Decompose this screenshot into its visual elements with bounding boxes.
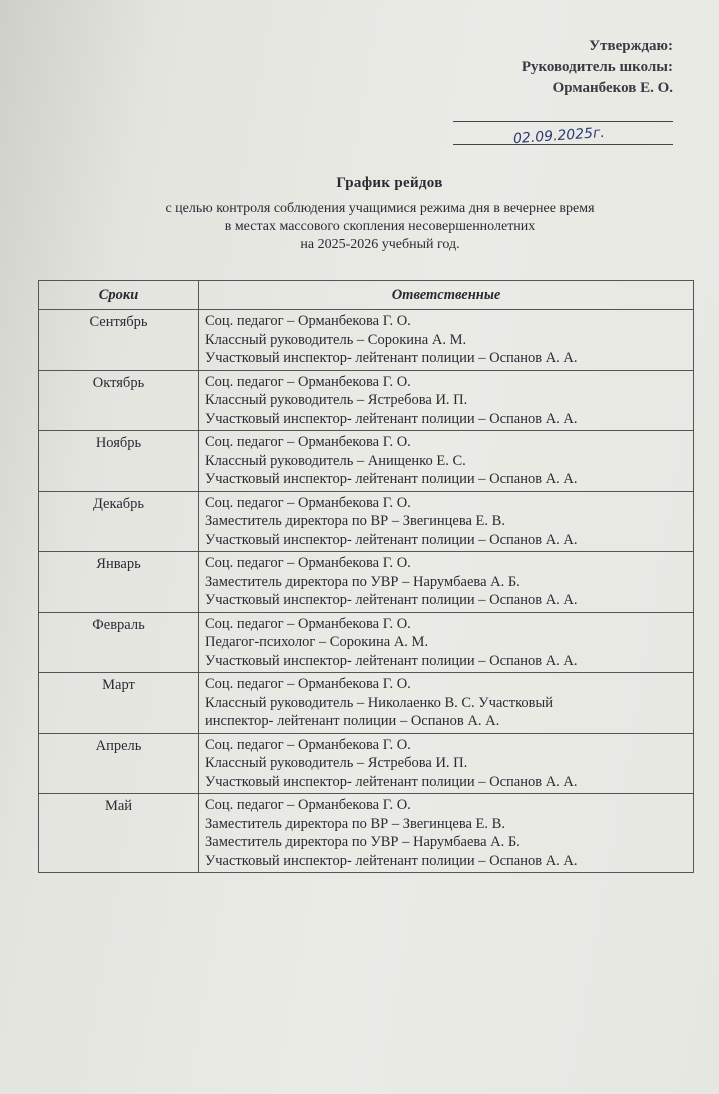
responsible-line: Участковый инспектор- лейтенант полиции – Оспанов А. А. bbox=[205, 852, 578, 869]
responsible-line: Участковый инспектор- лейтенант полиции – Оспанов А. А. bbox=[205, 350, 578, 366]
responsible-cell bbox=[199, 552, 694, 613]
responsible-line: Педагог-психолог – Сорокина А. М. bbox=[205, 634, 429, 650]
responsible-cell bbox=[199, 794, 694, 873]
month-cell: Октябрь bbox=[39, 370, 199, 431]
responsible-line: Соц. педагог – Орманбекова Г. О. bbox=[205, 373, 411, 390]
approval-block bbox=[443, 36, 673, 148]
approval-heading: Утверждаю: bbox=[589, 38, 673, 54]
approval-name: Орманбеков Е. О. bbox=[552, 80, 673, 96]
responsible-line: Участковый инспектор- лейтенант полиции – Оспанов А. А. bbox=[205, 531, 578, 548]
approval-position: Руководитель школы: bbox=[521, 59, 673, 75]
subtitle-line: на 2025-2026 учебный год. bbox=[300, 237, 460, 252]
responsible-line: Соц. педагог – Орманбекова Г. О. bbox=[205, 676, 411, 692]
document-subtitle bbox=[80, 200, 680, 254]
month-cell: Май bbox=[39, 794, 199, 873]
table-row bbox=[39, 673, 694, 734]
schedule-table bbox=[38, 280, 694, 873]
responsible-cell bbox=[199, 491, 694, 552]
responsible-line: Соц. педагог – Орманбекова Г. О. bbox=[205, 797, 411, 813]
responsible-line: Классный руководитель – Николаенко В. С. Участковый bbox=[205, 694, 553, 711]
responsible-cell bbox=[199, 370, 694, 431]
subtitle-line: в местах массового скопления несовершеннолетних bbox=[224, 219, 536, 234]
month-cell: Март bbox=[39, 673, 199, 734]
table-row bbox=[39, 733, 694, 794]
responsible-line: Участковый инспектор- лейтенант полиции – Оспанов А. А. bbox=[205, 592, 578, 608]
table-header-row bbox=[39, 281, 694, 310]
month-cell: Апрель bbox=[39, 733, 199, 794]
month-cell: Февраль bbox=[39, 612, 199, 673]
date-line bbox=[453, 122, 673, 148]
responsible-cell bbox=[199, 673, 694, 734]
responsible-line: Соц. педагог – Орманбекова Г. О. bbox=[205, 555, 411, 571]
responsible-line: Заместитель директора по ВР – Звегинцева Е. В. bbox=[205, 815, 505, 832]
responsible-line: Участковый инспектор- лейтенант полиции – Оспанов А. А. bbox=[205, 471, 578, 487]
table-row bbox=[39, 552, 694, 613]
responsible-line: Классный руководитель – Анищенко Е. С. bbox=[205, 452, 466, 469]
responsible-line: Соц. педагог – Орманбекова Г. О. bbox=[205, 615, 411, 632]
subtitle-line: с целью контроля соблюдения учащимися режима дня в вечернее время bbox=[165, 201, 595, 216]
responsible-line: Участковый инспектор- лейтенант полиции – Оспанов А. А. bbox=[205, 652, 578, 669]
signature-line bbox=[453, 99, 673, 122]
responsible-cell bbox=[199, 431, 694, 492]
month-cell: Январь bbox=[39, 552, 199, 613]
month-cell: Декабрь bbox=[39, 491, 199, 552]
responsible-line: Классный руководитель – Ястребова И. П. bbox=[205, 755, 468, 771]
table-row bbox=[39, 310, 694, 371]
responsible-cell bbox=[199, 310, 694, 371]
table-row bbox=[39, 794, 694, 873]
handwritten-date: 02.09.2025г. bbox=[512, 124, 606, 148]
responsible-line: Соц. педагог – Орманбекова Г. О. bbox=[205, 494, 411, 511]
table-row bbox=[39, 370, 694, 431]
month-cell: Сентябрь bbox=[39, 310, 199, 371]
responsible-line: инспектор- лейтенант полиции – Оспанов А. А. bbox=[205, 713, 500, 729]
responsible-line: Заместитель директора по УВР – Нарумбаева А. Б. bbox=[205, 834, 520, 850]
table-row bbox=[39, 431, 694, 492]
responsible-line: Соц. педагог – Орманбекова Г. О. bbox=[205, 313, 411, 329]
responsible-line: Соц. педагог – Орманбекова Г. О. bbox=[205, 434, 411, 450]
responsible-line: Заместитель директора по УВР – Нарумбаева А. Б. bbox=[205, 573, 520, 590]
column-header-responsible: Ответственные bbox=[199, 281, 694, 310]
table-row bbox=[39, 612, 694, 673]
document-title: График рейдов bbox=[336, 175, 443, 191]
responsible-line: Соц. педагог – Орманбекова Г. О. bbox=[205, 736, 411, 753]
responsible-cell bbox=[199, 733, 694, 794]
responsible-line: Классный руководитель – Сорокина А. М. bbox=[205, 331, 467, 348]
responsible-line: Участковый инспектор- лейтенант полиции – Оспанов А. А. bbox=[205, 773, 578, 790]
responsible-line: Заместитель директора по ВР – Звегинцева Е. В. bbox=[205, 513, 505, 529]
table-row bbox=[39, 491, 694, 552]
responsible-line: Участковый инспектор- лейтенант полиции – Оспанов А. А. bbox=[205, 410, 578, 427]
responsible-line: Классный руководитель – Ястребова И. П. bbox=[205, 392, 468, 408]
column-header-period: Сроки bbox=[39, 281, 199, 310]
responsible-cell bbox=[199, 612, 694, 673]
month-cell: Ноябрь bbox=[39, 431, 199, 492]
